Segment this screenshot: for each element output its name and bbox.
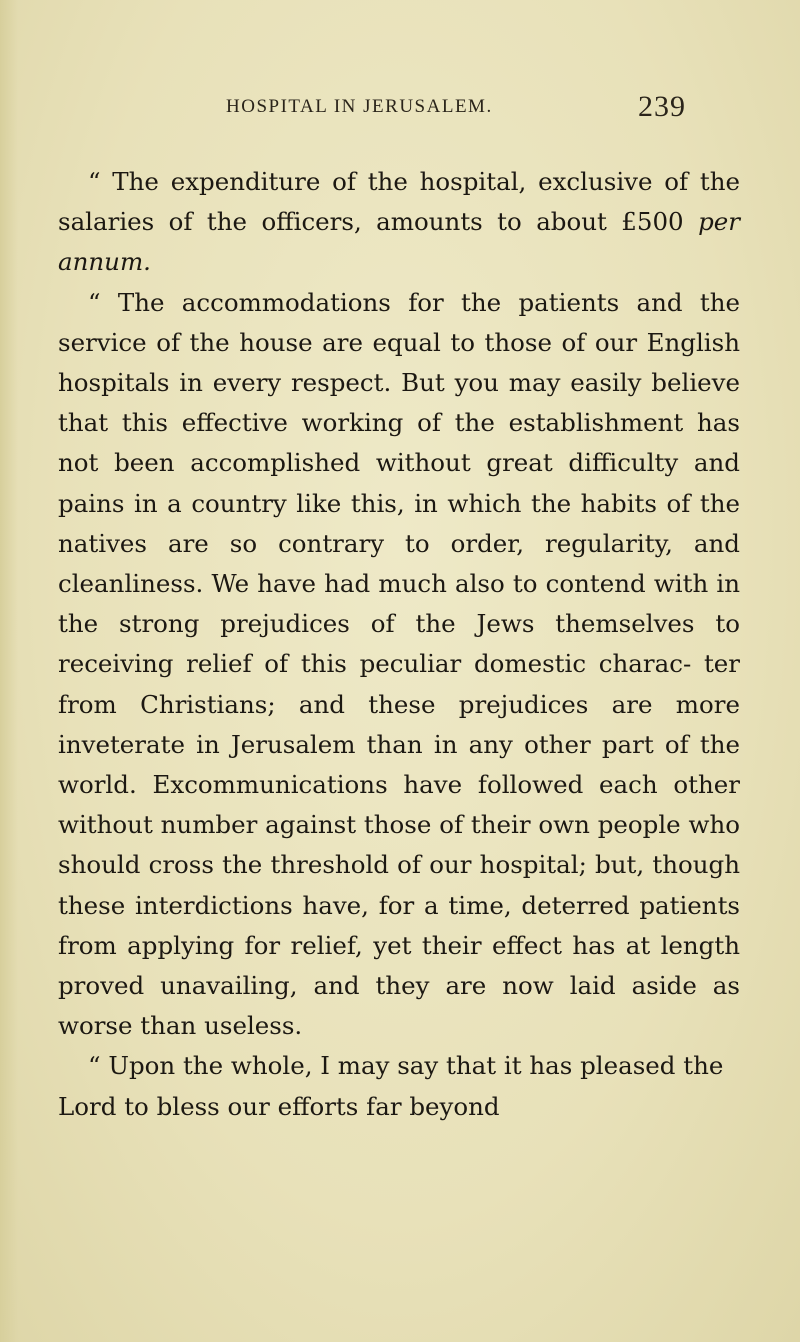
- paragraph-expenditure: [58, 162, 740, 283]
- paragraph-text: “ Upon the whole, I may say that it has pleased the Lord to bless our efforts far beyond: [58, 1051, 724, 1121]
- body-text: [58, 162, 740, 1127]
- paragraph-text: “ The expenditure of the hospital, exclusive of the salaries of the officers, amounts to about £500: [58, 167, 740, 237]
- italic-phrase: per annum.: [58, 207, 740, 277]
- page-edge-shadow: [0, 0, 18, 1342]
- paragraph-upon-the-whole: [58, 1046, 740, 1126]
- running-head: HOSPITAL IN JERUSALEM.: [226, 96, 493, 117]
- page-header: [226, 90, 686, 130]
- paragraph-accommodations: [58, 283, 740, 1047]
- page-number: 239: [638, 90, 686, 123]
- paragraph-text: “ The accommodations for the patients and the service of the house are equal to those of our English hospitals in every respect. But you may easily believe that this effective working of the establishment has not been accomplished without great difficulty and pains in a country like this, in which the habits of the natives are so contrary to order, regularity, and cleanliness. We have had much also to contend with in the strong prejudices of the Jews themselves to receiving relief of this peculiar domestic charac- ter from Christians; and these prejudices are more inveterate in Jerusalem than in any other part of the world. Excommunications have followed each other without number against those of their own people who should cross the threshold of our hospital; but, though these interdictions have, for a time, deterred patients from applying for relief, yet their effect has at length proved unavailing, and they are now laid aside as worse than useless.: [58, 287, 740, 1041]
